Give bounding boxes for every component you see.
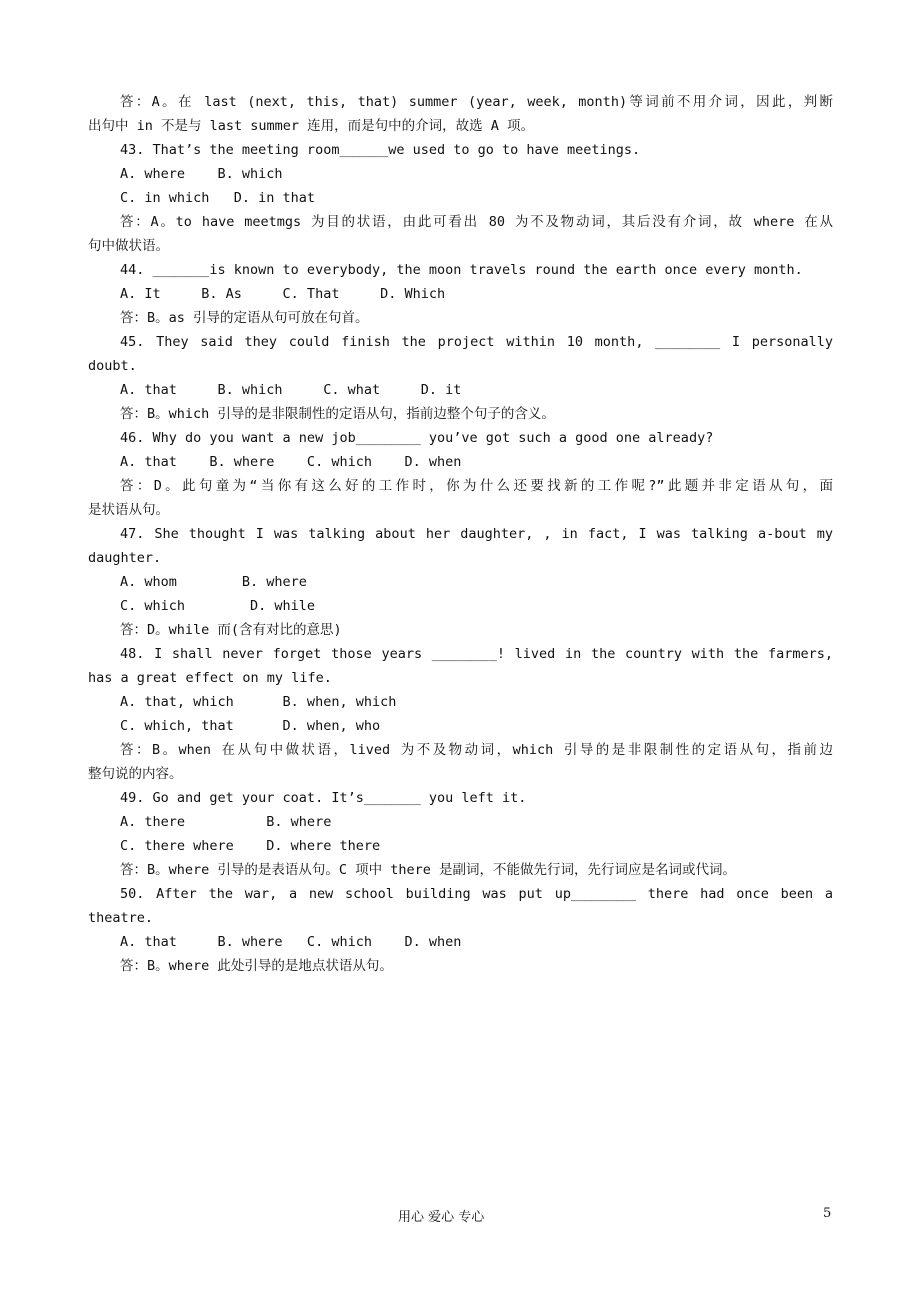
text-line: 是状语从句。: [88, 502, 169, 518]
page-number: 5: [823, 1206, 832, 1221]
text-line: 出句中 in 不是与 last summer 连用，而是句中的介词，故选 A 项。: [88, 118, 535, 134]
text-line: 50. After the war, a new school building was put up________ there had once been a: [120, 886, 833, 902]
text-line: C. there where D. where there: [120, 838, 381, 854]
text-line: 47. She thought I was talking about her daughter, , in fact, I was talking a-bout my: [120, 526, 833, 542]
text-line: A. that B. where C. which D. when: [120, 454, 462, 470]
text-line: has a great effect on my life.: [88, 670, 332, 686]
text-line: 答：A。在 last (next, this, that) summer (year, week, month)等词前不用介词，因此，判断: [120, 94, 833, 110]
text-line: C. which, that D. when, who: [120, 718, 381, 734]
text-line: C. in which D. in that: [120, 190, 316, 206]
text-line: 43. That’s the meeting room______we used to go to have meetings.: [120, 142, 641, 158]
text-line: 48. I shall never forget those years ________! lived in the country with the farmers,: [120, 646, 833, 662]
text-line: 49. Go and get your coat. It’s_______ you left it.: [120, 790, 527, 806]
footer-motto: 用心 爱心 专心: [398, 1210, 485, 1225]
text-line: A. that B. which C. what D. it: [120, 382, 462, 398]
text-line: 答：B。when 在从句中做状语，lived 为不及物动词，which 引导的是非限制性的定语从句，指前边: [120, 742, 833, 758]
text-line: 答：B。which 引导的是非限制性的定语从句，指前边整个句子的含义。: [120, 406, 555, 422]
text-line: 46. Why do you want a new job________ you’ve got such a good one already?: [120, 430, 714, 446]
document-body: [88, 90, 833, 978]
text-line: 答：B。where 此处引导的是地点状语从句。: [120, 958, 393, 974]
text-line: A. that, which B. when, which: [120, 694, 397, 710]
text-line: 45. They said they could finish the project within 10 month, ________ I personally: [120, 334, 833, 350]
text-line: A. whom B. where: [120, 574, 307, 590]
text-line: 答：D。while 而(含有对比的意思): [120, 622, 342, 638]
text-line: doubt.: [88, 358, 137, 374]
text-line: daughter.: [88, 550, 162, 566]
text-line: C. which D. while: [120, 598, 316, 614]
text-line: 整句说的内容。: [88, 766, 183, 782]
text-line: 句中做状语。: [88, 238, 169, 254]
text-line: A. there B. where: [120, 814, 332, 830]
text-line: theatre.: [88, 910, 154, 926]
text-line: 答：B。as 引导的定语从句可放在句首。: [120, 310, 369, 326]
text-line: 44. _______is known to everybody, the moon travels round the earth once every month.: [120, 262, 803, 278]
text-line: A. It B. As C. That D. Which: [120, 286, 446, 302]
text-line: A. where B. which: [120, 166, 283, 182]
text-line: 答：D。此句童为“当你有这么好的工作时，你为什么还要找新的工作呢?”此题并非定语从句，面: [120, 478, 833, 494]
page-footer: [0, 1206, 920, 1226]
text-line: A. that B. where C. which D. when: [120, 934, 462, 950]
text-line: 答：A。to have meetmgs 为目的状语，由此可看出 80 为不及物动词，其后没有介词，故 where 在从: [120, 214, 833, 230]
text-line: 答：B。where 引导的是表语从句。C 项中 there 是副词，不能做先行词，先行词应是名词或代词。: [120, 862, 737, 878]
